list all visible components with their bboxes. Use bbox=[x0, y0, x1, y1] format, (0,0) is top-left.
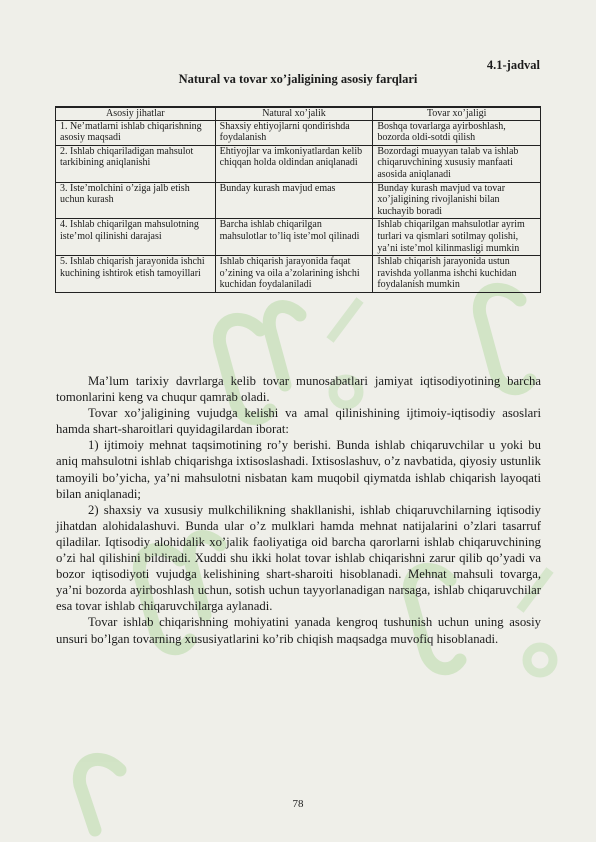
table-cell: Ishlab chiqarilgan mahsulotlar ayrim turlari va qismlari sotilmay qolishi, ya’ni iste’mol kilinmasligi mumkin bbox=[373, 219, 541, 256]
table-cell: Bunday kurash mavjud va tovar xo’jaligining rivojlanishi bilan kuchayib boradi bbox=[373, 182, 541, 219]
table-cell: Bunday kurash mavjud emas bbox=[215, 182, 373, 219]
paragraph: 2) shaxsiy va xususiy mulkchilikning shakllanishi, ishlab chiqaruvchilarning iqtisodiy jihatdan alohidalashuvi. Bunda ular o’z mulklari hamda mehnat natijalarini o’zlari tasarruf qiladilar. Iqtisodiy alohidalik xo’jalik faoliyatiga oid barcha qarorlarni ishlab chiqaruvchining o’zi hal qilishini bildiradi. Xuddi shu ikki holat tovar ishlab chiqarishni zarur qilib qo’yadi va bozor iqtisodiyoti vujudga kelishining shart-sharoiti hisoblanadi. Mehnat mahsuli tovarga, ya’ni bozorda ayirboshlash uchun, sotish uchun tayyorlanadigan narsaga, ishlab chiqaruvchilar esa tovar ishlab chiqaruvchilarga aylanadi. bbox=[56, 502, 541, 614]
body-text bbox=[56, 373, 541, 647]
table-row bbox=[56, 182, 541, 219]
table-header-row bbox=[56, 107, 541, 120]
table-cell: 4. Ishlab chiqarilgan mahsulotning iste’mol qilinishi darajasi bbox=[56, 219, 216, 256]
table-cell: 5. Ishlab chiqarish jarayonida ishchi kuchining ishtirok etish tamoyillari bbox=[56, 256, 216, 293]
table-row bbox=[56, 145, 541, 182]
table-cell: Shaxsiy ehtiyojlarni qondirishda foydalanish bbox=[215, 120, 373, 145]
table-title: Natural va tovar xo’jaligining asosiy farqlari bbox=[178, 72, 418, 86]
table-row bbox=[56, 120, 541, 145]
table-cell: Ishlab chiqarish jarayonida faqat o’zining va oila a’zolarining ishchi kuchidan foydalaniladi bbox=[215, 256, 373, 293]
table-label: 4.1-jadval bbox=[486, 58, 540, 72]
paragraph: Ma’lum tarixiy davrlarga kelib tovar munosabatlari jamiyat iqtisodiyotining barcha tomonlarini keng va chuqur qamrab oladi. bbox=[56, 374, 541, 405]
comparison-table bbox=[55, 106, 541, 293]
table-cell: Boshqa tovarlarga ayirboshlash, bozorda oldi-sotdi qilish bbox=[373, 120, 541, 145]
table-row bbox=[56, 256, 541, 293]
column-header: Natural xo’jalik bbox=[215, 107, 373, 120]
table-cell: 3. Iste’molchini o’ziga jalb etish uchun kurash bbox=[56, 182, 216, 219]
column-header: Asosiy jihatlar bbox=[56, 107, 216, 120]
table-row bbox=[56, 219, 541, 256]
table-cell: Barcha ishlab chiqarilgan mahsulotlar to’liq iste’mol qilinadi bbox=[215, 219, 373, 256]
table-cell: Ishlab chiqarish jarayonida ustun ravishda yollanma ishchi kuchidan foydalanish mumkin bbox=[373, 256, 541, 293]
column-header: Tovar xo’jaligi bbox=[373, 107, 541, 120]
table-cell: Bozordagi muayyan talab va ishlab chiqaruvchining xususiy manfaati asosida aniqlanadi bbox=[373, 145, 541, 182]
table-cell: 1. Ne’matlarni ishlab chiqarishning asosiy maqsadi bbox=[56, 120, 216, 145]
paragraph: 1) ijtimoiy mehnat taqsimotining ro’y berishi. Bunda ishlab chiqaruvchilar u yoki bu aniq mahsulotni ishlab chiqarishga ixtisoslashadi. Ixtisoslashuv, o’z navbatida, qiyosiy ustunlik tamoyili bo’yicha, ya’ni mahsulotni nisbatan kam muqobil qiymatda ishlab chiqarish layoqati bilan aniqlanadi; bbox=[56, 438, 541, 501]
paragraph: Tovar ishlab chiqarishning mohiyatini yanada kengroq tushunish uchun uning asosiy unsuri bo’lgan tovarning xususiyatlarini ko’rib chiqish maqsadga muvofiq hisoblanadi. bbox=[56, 615, 541, 646]
page-number: 78 bbox=[292, 798, 304, 810]
table-cell: Ehtiyojlar va imkoniyatlardan kelib chiqqan holda oldindan aniqlanadi bbox=[215, 145, 373, 182]
table-cell: 2. Ishlab chiqariladigan mahsulot tarkibining aniqlanishi bbox=[56, 145, 216, 182]
paragraph: Tovar xo’jaligining vujudga kelishi va amal qilinishining ijtimoiy-iqtisodiy asoslari hamda shart-sharoitlari quyidagilardan iborat: bbox=[56, 406, 541, 437]
